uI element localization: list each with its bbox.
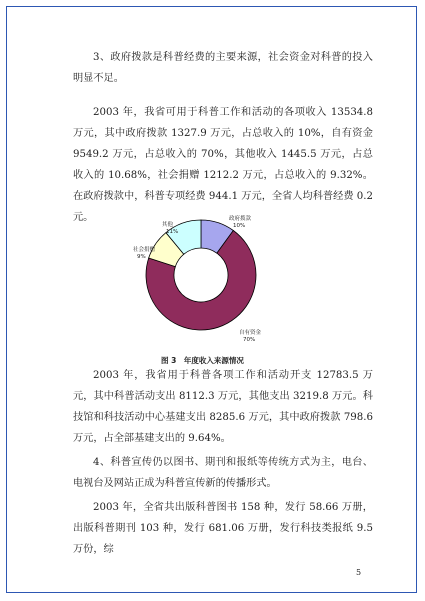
paragraph-funding-source: 3、政府拨款是科普经费的主要来源，社会资金对科普的投入明显不足。 (73, 52, 373, 84)
slice-label-pct-1: 70% (243, 337, 256, 343)
slice-label-name-3: 其他 (162, 222, 174, 228)
slice-label-name-2: 社会捐赠 (133, 247, 156, 253)
paragraph-income-2003: 2003 年，我省可用于科普工作和活动的各项收入 13534.8 万元，其中政府拨款 1327.9 万元，占总收入的 10%，自有资金 9549.2 万元，占总收入的 70%，其他收入 1445.5 万元，占总收入的 10.68%，社会捐赠 1212.2 万元，占总收入的 9.32%。在政府拨款中，科普专项经费 944.1 万元，全省人均科普经费 0.2 元。 (73, 107, 373, 223)
slice-label-pct-2: 9% (137, 254, 146, 260)
paragraph-publications-2003: 2003 年，全省共出版科普图书 158 种，发行 58.66 万册，出版科普期刊 103 种，发行 681.06 万册，发行科技类报纸 9.5 万份，综 (73, 502, 373, 555)
donut-slices (146, 220, 256, 330)
slice-label-name-1: 自有资金 (239, 330, 262, 336)
paragraph-media-channels: 4、科普宣传仍以图书、期刊和报纸等传统方式为主，电台、电视台及网站正成为科普宣传新的传播形式。 (73, 457, 373, 489)
slice-label-name-0: 政府拨款 (229, 216, 252, 222)
slice-label-pct-3: 11% (166, 229, 179, 235)
page-number: 5 (356, 568, 362, 577)
document-page (6, 6, 417, 593)
figure-caption: 图 3 年度收入来源情况 (161, 356, 244, 365)
slice-label-pct-0: 10% (233, 223, 246, 229)
paragraph-expenditure-2003: 2003 年，我省用于科普各项工作和活动开支 12783.5 万元，其中科普活动支出 8112.3 万元，其他支出 3219.8 万元。科技馆和科技活动中心基建支出 8285.6 万元，其中政府拨款 798.6 万元，占全部基建支出的 9.64%。 (73, 370, 373, 444)
